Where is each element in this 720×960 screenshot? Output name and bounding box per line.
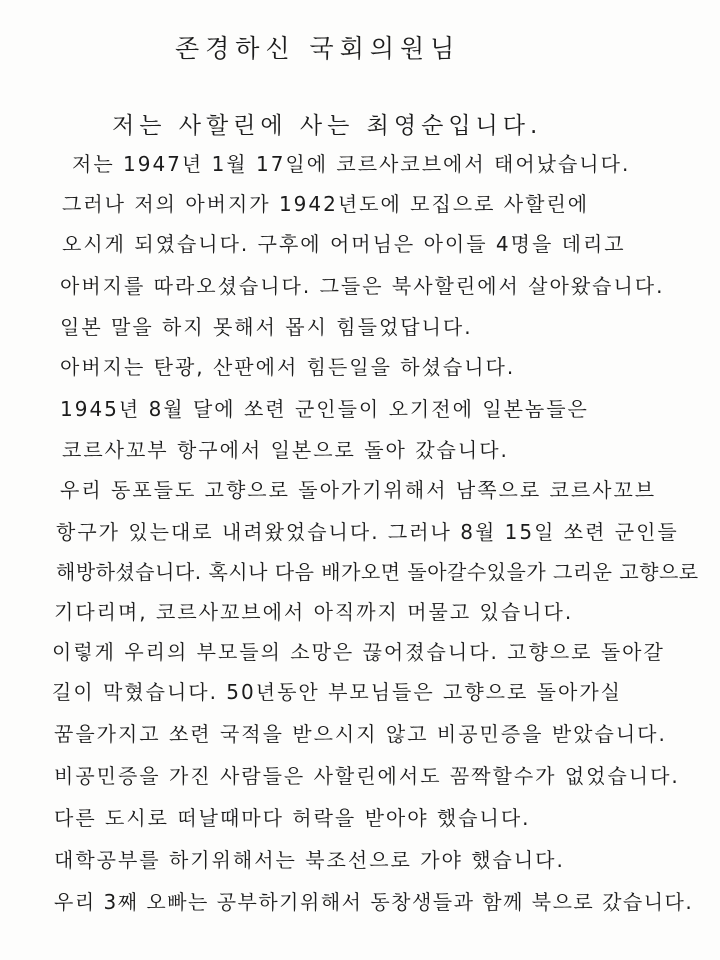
letter-line: 오시게 되였습니다. 구후에 어머님은 아이들 4명을 데리고 — [62, 232, 626, 256]
letter-line: 항구가 있는대로 내려왔었습니다. 그러나 8월 15일 쏘련 군인들 — [56, 520, 679, 544]
letter-line: 꿈을가지고 쏘련 국적을 받으시지 않고 비공민증을 받았습니다. — [54, 722, 667, 746]
letter-line: 길이 막혔습니다. 50년동안 부모님들은 고향으로 돌아가실 — [52, 680, 622, 704]
letter-line: 이렇게 우리의 부모들의 소망은 끊어졌습니다. 고향으로 돌아갈 — [52, 640, 665, 664]
letter-line: 아버지는 탄광, 산판에서 힘든일을 하셨습니다. — [60, 355, 516, 379]
letter-line: 우리 동포들도 고향으로 돌아가기위해서 남쪽으로 코르사꼬브 — [60, 478, 657, 502]
letter-line: 다른 도시로 떠날때마다 허락을 받아야 했습니다. — [54, 806, 531, 830]
letter-line: 해방하셨습니다. 혹시나 다음 배가오면 돌아갈수있을가 그리운 고향으로 — [56, 560, 699, 584]
letter-line: 기다리며, 코르사꼬브에서 아직까지 머물고 있습니다. — [54, 600, 574, 624]
letter-line: 저는 1947년 1월 17일에 코르사코브에서 태어났습니다. — [72, 152, 631, 176]
letter-line: 1945년 8월 달에 쏘련 군인들이 오기전에 일본놈들은 — [60, 397, 589, 421]
letter-intro: 저는 사할린에 사는 최영순입니다. — [112, 113, 543, 139]
letter-line: 코르사꼬부 항구에서 일본으로 돌아 갔습니다. — [62, 438, 509, 462]
letter-line: 일본 말을 하지 못해서 몹시 힘들었답니다. — [60, 315, 473, 339]
letter-line: 비공민증을 가진 사람들은 사할린에서도 꼼짝할수가 없었습니다. — [54, 764, 680, 788]
letter-line: 아버지를 따라오셨습니다. 그들은 북사할린에서 살아왔습니다. — [60, 274, 665, 298]
letter-greeting: 존경하신 국회의원님 — [175, 34, 461, 63]
letter-line: 그러나 저의 아버지가 1942년도에 모집으로 사할린에 — [62, 192, 590, 216]
letter-line: 우리 3째 오빠는 공부하기위해서 동창생들과 함께 북으로 갔습니다. — [54, 890, 694, 914]
letter-line: 대학공부를 하기위해서는 북조선으로 가야 했습니다. — [54, 848, 565, 872]
